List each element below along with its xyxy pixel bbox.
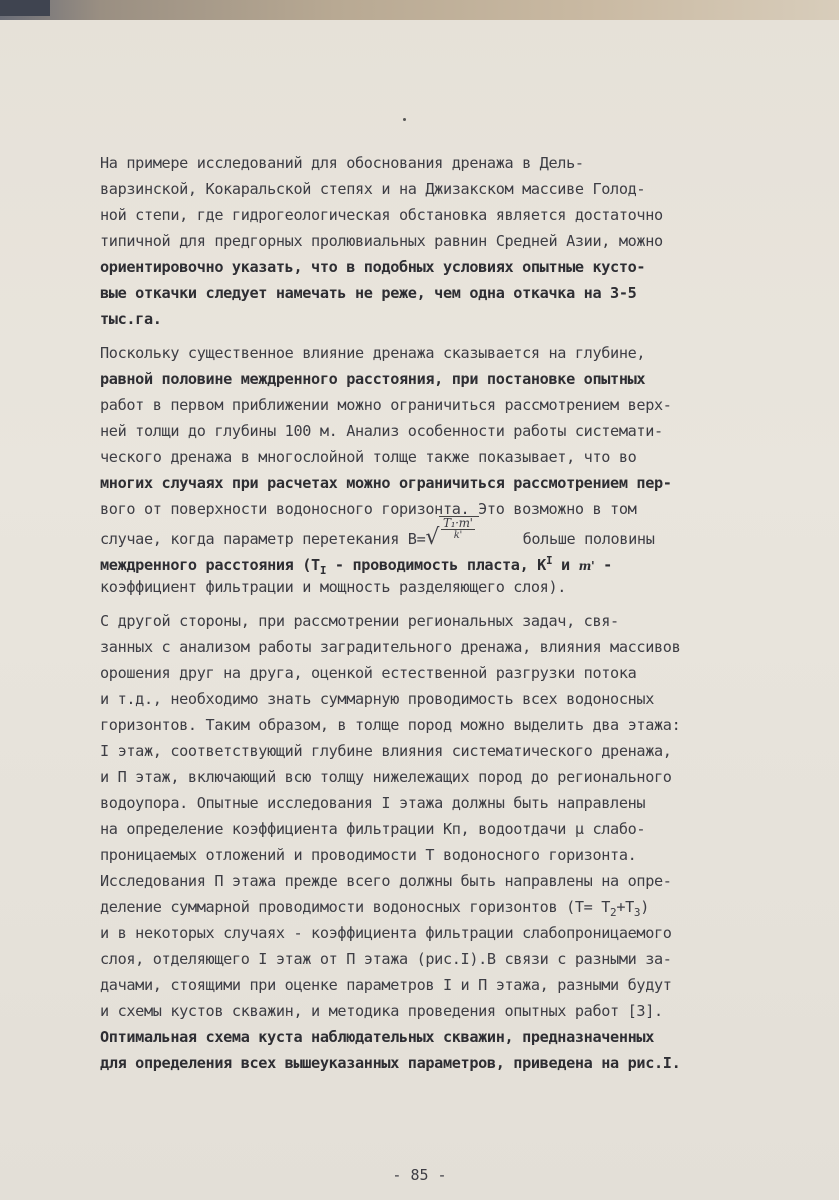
text-fragment: - проводимость пласта, K	[326, 556, 546, 575]
text-line: проницаемых отложений и проводимости T водоносного горизонта.	[100, 846, 637, 864]
text-line: варзинской, Кокаральской степях и на Джизакском массиве Голод-	[100, 180, 646, 198]
text-line: занных с анализом работы заградительного дренажа, влияния массивов	[100, 638, 681, 656]
text-line: вого от поверхности водоносного горизонта. Это возможно в том	[100, 500, 637, 518]
text-line: ней толщи до глубины 100 м. Анализ особенности работы системати-	[100, 422, 663, 440]
text-fragment: случае, когда параметр перетекания B=	[100, 530, 426, 548]
text-fragment: междренного расстояния (T	[100, 556, 320, 575]
text-line-with-formula	[100, 516, 760, 550]
ink-dot	[403, 118, 406, 121]
text-line: водоупора. Опытные исследования I этажа должны быть направлены	[100, 794, 646, 812]
text-line: работ в первом приближении можно ограничиться рассмотрением верх-	[100, 396, 672, 414]
text-fragment: деление суммарной проводимости водоносных горизонтов (T= T	[100, 898, 611, 916]
text-line: вые откачки следует намечать не реже, чем одна откачка на 3-5	[100, 284, 637, 302]
subscript: 2	[610, 906, 617, 920]
subscript: I	[319, 564, 327, 578]
text-line: Поскольку существенное влияние дренажа сказывается на глубине,	[100, 344, 646, 362]
text-line: ной степи, где гидрогеологическая обстановка является достаточно	[100, 206, 663, 224]
text-line: Исследования П этажа прежде всего должны быть направлены на опре-	[100, 872, 672, 890]
text-line: и П этаж, включающий всю толщу нижележащих пород до регионального	[100, 768, 672, 786]
text-line-with-subscripts	[100, 894, 760, 920]
text-line: для определения всех вышеуказанных параметров, приведена на рис.I.	[100, 1054, 681, 1072]
superscript: I	[545, 554, 553, 567]
text-line: и в некоторых случаях - коэффициента фильтрации слабопроницаемого	[100, 924, 672, 942]
text-line: и т.д., необходимо знать суммарную проводимость всех водоносных	[100, 690, 655, 708]
text-line: С другой стороны, при рассмотрении региональных задач, свя-	[100, 612, 619, 630]
paragraph-gap	[100, 600, 760, 608]
text-line: типичной для предгорных пролювиальных равнин Средней Азии, можно	[100, 232, 663, 250]
formula-denominator: k'	[453, 530, 462, 541]
formula-fraction	[439, 516, 479, 542]
formula-numerator: T₁·m'	[443, 516, 473, 530]
text-line: слоя, отделяющего I этаж от П этажа (рис.I).В связи с разными за-	[100, 950, 672, 968]
text-line: на определение коэффициента фильтрации Кп, водоотдачи μ слабо-	[100, 820, 646, 838]
text-line: ческого дренажа в многослойной толще также показывает, что во	[100, 448, 637, 466]
text-line: На примере исследований для обоснования дренажа в Дель-	[100, 154, 584, 172]
text-line: равной половине междренного расстояния, при постановке опытных	[100, 370, 646, 388]
text-line: Оптимальная схема куста наблюдательных скважин, предназначенных	[100, 1028, 655, 1046]
text-line: дачами, стоящими при оценке параметров I и П этажа, разными будут	[100, 976, 672, 994]
text-line: тыс.га.	[100, 310, 162, 328]
page-top-corner	[0, 0, 50, 16]
m-prime-symbol: m'	[578, 559, 595, 574]
text-fragment: и	[552, 556, 579, 575]
paragraph-gap	[100, 332, 760, 340]
text-line: ориентировочно указать, что в подобных условиях опытные кусто-	[100, 258, 646, 276]
text-line: и схемы кустов скважин, и методика проведения опытных работ [3].	[100, 1002, 663, 1020]
text-fragment: больше половины	[522, 530, 655, 548]
text-fragment: +T	[616, 898, 634, 916]
text-line: коэффициент фильтрации и мощность разделяющего слоя).	[100, 578, 567, 596]
radical-sign: √	[425, 525, 440, 550]
text-line: орошения друг на друга, оценкой естественной разгрузки потока	[100, 664, 637, 682]
text-line: I этаж, соответствующий глубине влияния систематического дренажа,	[100, 742, 672, 760]
text-line: многих случаях при расчетах можно ограничиться рассмотрением пер-	[100, 474, 672, 492]
text-fragment: -	[594, 556, 612, 575]
page-number: - 85 -	[392, 1166, 447, 1184]
text-fragment: )	[640, 898, 649, 916]
subscript: 3	[633, 906, 641, 920]
text-line: горизонтов. Таким образом, в толще пород можно выделить два этажа:	[100, 716, 681, 734]
body-text	[100, 150, 760, 1076]
formula-leakage-parameter	[425, 516, 478, 553]
page-top-edge	[0, 0, 839, 20]
